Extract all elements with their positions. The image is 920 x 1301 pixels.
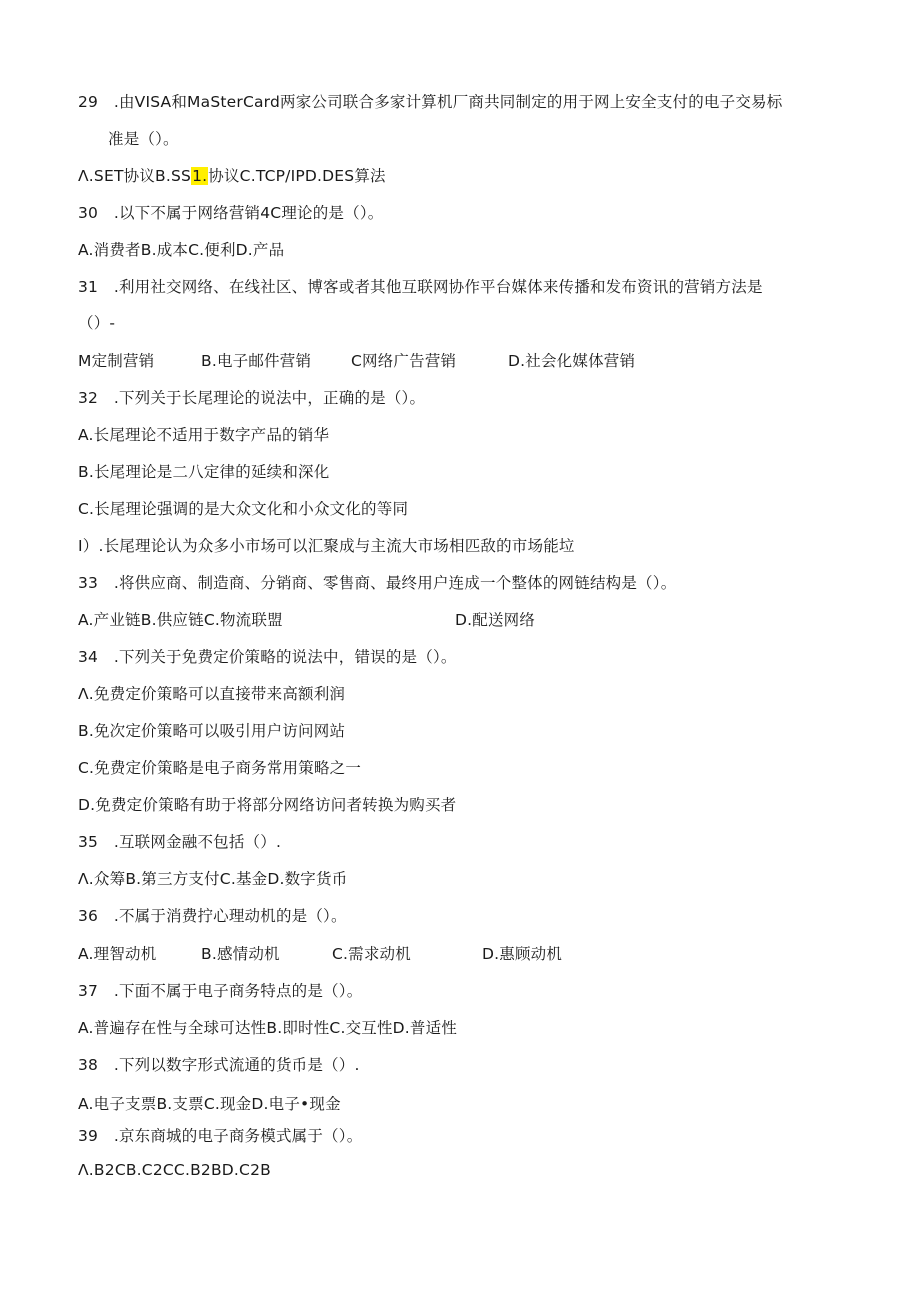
question-29-options-part-2: 协议C.TCP/IPD.DES算法 [208, 167, 386, 185]
question-32-option-c: C.长尾理论强调的是大众文化和小众文化的等同 [78, 500, 409, 518]
question-36-option-b: B.感情动机 [201, 945, 280, 963]
question-30-stem: 30 .以下不属于网络营销4C理论的是（）。 [78, 204, 384, 222]
question-33-options [78, 610, 535, 630]
question-34-option-c: C.免费定价策略是电子商务常用策略之一 [78, 759, 362, 777]
question-31-option-a: M定制营销 [78, 352, 155, 370]
question-38-stem: 38 .下列以数字形式流通的货币是（）. [78, 1056, 360, 1074]
question-37-options: A.普遍存在性与全球可达性B.即时性C.交互性D.普适性 [78, 1019, 458, 1037]
question-33-option-d: D.配送网络 [455, 611, 536, 629]
question-37-stem: 37 .下面不属于电子商务特点的是（）。 [78, 982, 363, 1000]
question-32-option-d: I）.长尾理论认为众多小市场可以汇聚成与主流大市场相匹敌的市场能垃 [78, 537, 575, 555]
question-36-option-a: A.理智动机 [78, 945, 157, 963]
question-33-options-abc: A.产业链B.供应链C.物流联盟 [78, 611, 283, 629]
question-32-option-a: A.长尾理论不适用于数字产品的销华 [78, 426, 330, 444]
question-38-options: A.电子支票B.支票C.现金D.电子•现金 [78, 1095, 341, 1113]
question-35-stem: 35 .互联网金融不包括（）. [78, 833, 282, 851]
question-34-option-a: Λ.免费定价策略可以直接带来高额利润 [78, 685, 346, 703]
question-31-stem-line-1: 31 .利用社交网络、在线社区、博客或者其他互联网协作平台媒体来传播和发布资讯的营销方法是 [78, 278, 763, 296]
question-30-options: A.消费者B.成本C.便利D.产品 [78, 241, 285, 259]
question-29-stem-line-1: 29 .由VISA和MaSterCard两家公司联合多家计算机厂商共同制定的用于网上安全支付的电子交易标 [78, 93, 783, 111]
question-39-options: Λ.B2CB.C2CC.B2BD.C2B [78, 1161, 271, 1179]
question-34-option-b: B.免次定价策略可以吸引用户访问网站 [78, 722, 346, 740]
question-35-options: Λ.众筹B.第三方支付C.基金D.数字货币 [78, 870, 348, 888]
question-31-option-d: D.社会化媒体营销 [508, 352, 636, 370]
question-31-option-b: B.电子邮件营销 [201, 352, 312, 370]
question-34-stem: 34 .下列关于免费定价策略的说法中，错误的是（）。 [78, 648, 457, 666]
question-29-stem-line-2: 准是（）。 [108, 130, 179, 148]
question-29-options-part-1: Λ.SET协议B.SS [78, 167, 192, 185]
question-31-option-c: C网络广告营销 [351, 352, 457, 370]
question-31-stem-line-2: （）- [78, 314, 116, 332]
question-29-options [78, 166, 386, 186]
question-32-option-b: B.长尾理论是二八定律的延续和深化 [78, 463, 330, 481]
question-34-option-d: D.免费定价策略有助于将部分网络访问者转换为购买者 [78, 796, 457, 814]
question-32-stem: 32 .下列关于长尾理论的说法中，正确的是（）。 [78, 389, 426, 407]
question-31-options [78, 351, 635, 371]
question-36-option-c: C.需求动机 [332, 945, 411, 963]
question-36-option-d: D.惠顾动机 [482, 945, 563, 963]
question-29-highlighted-text: 1. [192, 167, 208, 185]
question-36-options [78, 944, 562, 964]
question-39-stem: 39 .京东商城的电子商务模式属于（）。 [78, 1127, 363, 1145]
question-33-stem: 33 .将供应商、制造商、分销商、零售商、最终用户连成一个整体的网链结构是（）。 [78, 574, 677, 592]
question-36-stem: 36 .不属于消费拧心理动机的是（）。 [78, 907, 347, 925]
